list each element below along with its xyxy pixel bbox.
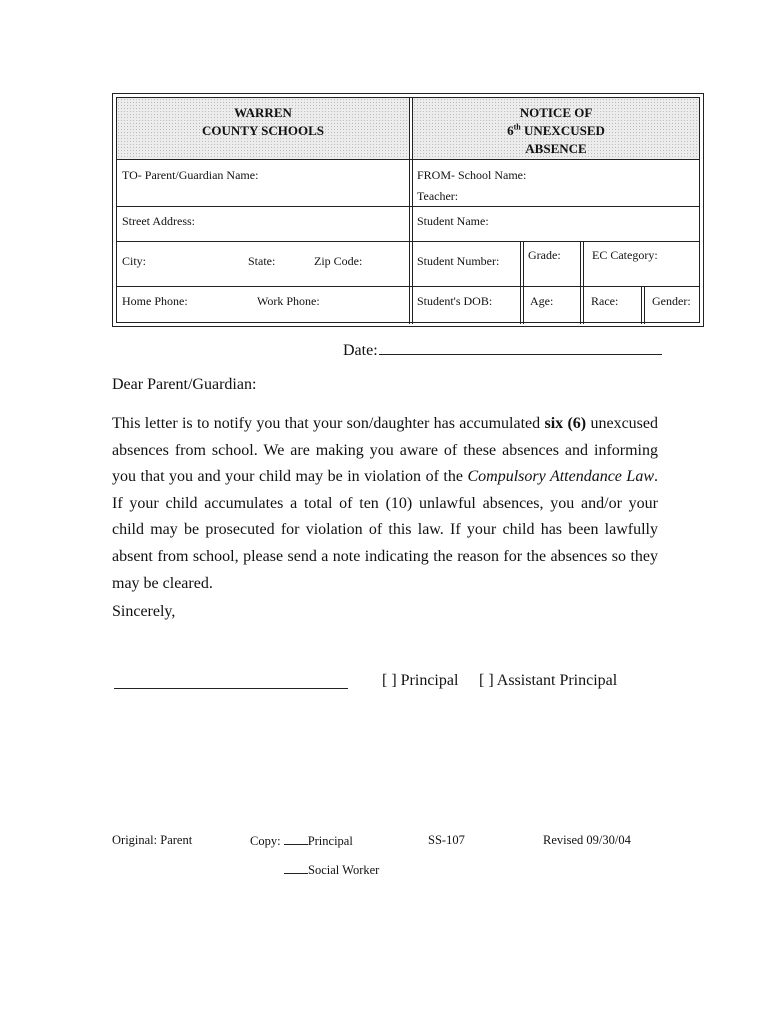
student-name-label: Student Name: [417,214,489,228]
closing: Sincerely, [112,603,176,620]
district-subtitle: COUNTY SCHOOLS [202,123,324,138]
gender-label: Gender: [652,294,691,308]
zip-code-label: Zip Code: [314,254,363,268]
info-form-table [112,93,704,327]
notice-subtitle-2: ABSENCE [525,141,587,156]
teacher-label: Teacher: [417,189,459,203]
row-divider-3 [117,241,699,242]
copy-social-worker-text: Social Worker [308,863,380,877]
letter-body-part-2: unexcused absences from school. We are making you aware of these absences and informing you that you and your child may be in violation of the [112,415,659,486]
home-phone-label: Home Phone: [122,294,188,308]
district-header [117,98,409,160]
ec-divider [580,242,584,324]
greeting: Dear Parent/Guardian: [112,376,257,393]
date-label: Date: [343,342,378,359]
race-label: Race: [591,294,619,308]
work-phone-label: Work Phone: [257,294,320,308]
row-divider-1 [117,159,699,160]
gender-divider [641,287,645,324]
city-label: City: [122,254,147,268]
original-note: Original: Parent [112,833,193,847]
school-name-label: FROM- School Name: [417,168,527,182]
copy-label: Copy: [250,834,284,848]
parent-name-label: TO- Parent/Guardian Name: [122,168,259,182]
absence-count: six (6) [544,415,587,432]
grade-label: Grade: [528,248,561,262]
principal-option: [ ] Principal [382,672,459,689]
center-divider [409,98,413,324]
notice-number: 6 [507,123,514,138]
form-code: SS-107 [428,833,465,847]
row-divider-2 [117,206,699,207]
grade-divider [520,242,524,324]
letter-body-part-1: This letter is to notify you that your son/daughter has accumulated [112,415,545,432]
notice-header [413,98,699,160]
district-name: WARREN [234,105,292,120]
assistant-principal-option: [ ] Assistant Principal [479,672,618,689]
copy-social-worker-note [284,862,379,878]
notice-title: NOTICE OF [519,105,593,120]
copy-social-worker-blank [284,862,308,874]
date-blank [379,340,662,355]
letter-body [112,411,658,597]
date-line [343,340,662,360]
signature-line [114,688,348,689]
copy-principal-blank [284,833,308,845]
notice-number-suffix: th [513,122,521,132]
law-name: Compulsory Attendance Law [467,468,654,486]
info-form-inner [116,97,700,323]
dob-label: Student's DOB: [417,294,493,308]
revised-date: Revised 09/30/04 [543,833,631,847]
age-label: Age: [530,294,554,308]
copy-principal-text: Principal [307,834,353,848]
row-divider-4 [117,286,699,287]
copy-principal-note [250,833,353,849]
notice-subtitle [413,122,699,140]
ec-category-label: EC Category: [592,248,658,262]
state-label: State: [248,254,276,268]
student-number-label: Student Number: [417,254,500,268]
letter-body-part-3: . If your child accumulates a total of ten (10) unlawful absences, you and/or your child may be prosecuted for violation of this law. If your child has been lawfully absent from school, please send a note indicating the reason for the absences so they may be cleared. [112,468,658,592]
notice-subtitle-text: UNEXCUSED [520,123,605,138]
street-address-label: Street Address: [122,214,195,228]
